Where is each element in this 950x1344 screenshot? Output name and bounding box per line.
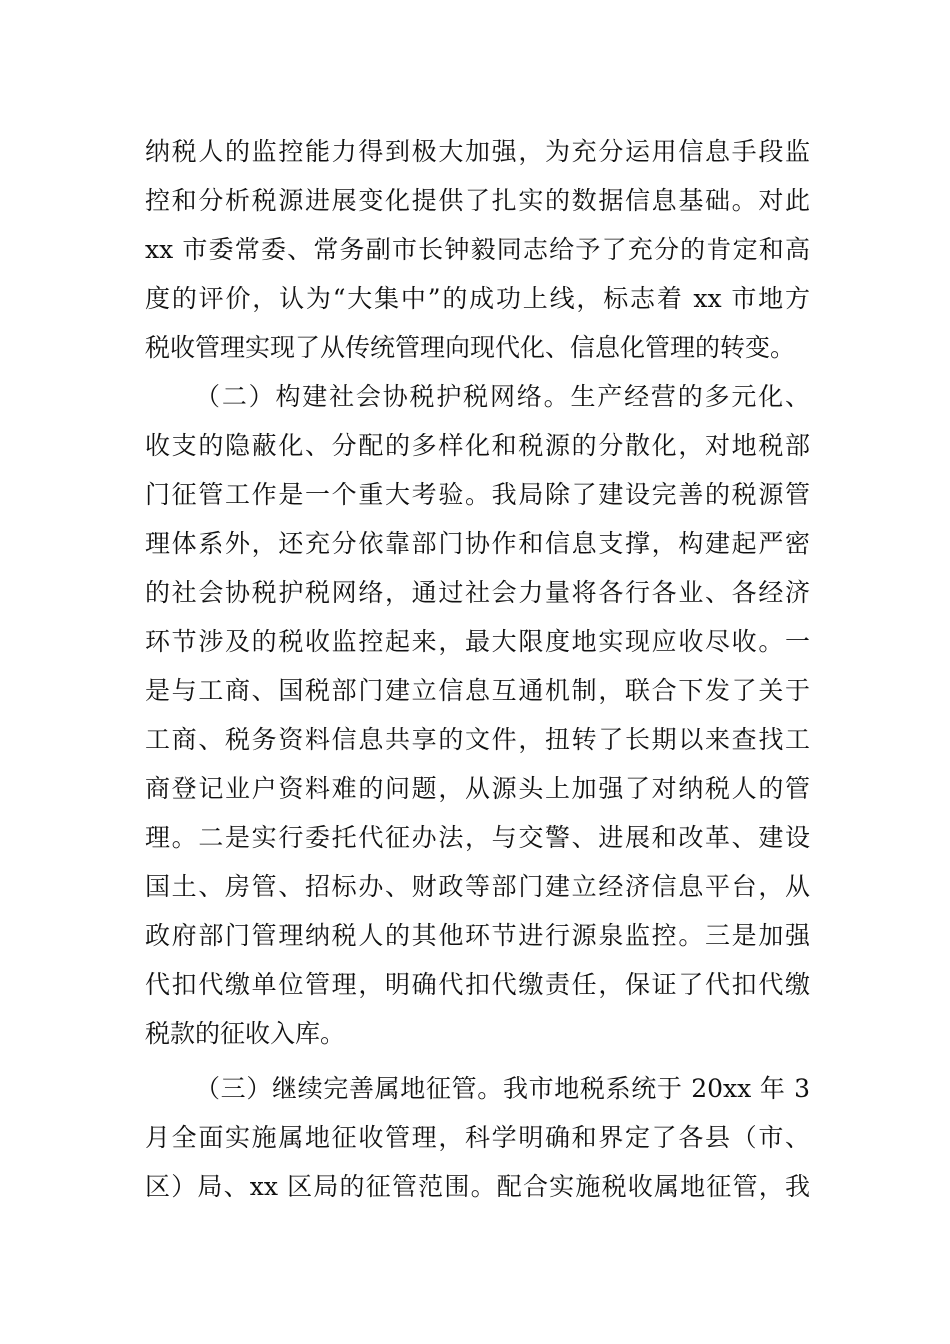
text-line: 工商、税务资料信息共享的文件，扭转了长期以来查找工 <box>145 725 810 754</box>
text-line: 收支的隐蔽化、分配的多样化和税源的分散化，对地税部 <box>145 431 810 460</box>
text-line: 税款的征收入库。 <box>145 1019 346 1048</box>
text-line: 税收管理实现了从传统管理向现代化、信息化管理的转变。 <box>145 333 796 362</box>
text-line: 理。二是实行委托代征办法，与交警、进展和改革、建设 <box>145 823 810 852</box>
text-line: 是与工商、国税部门建立信息互通机制，联合下发了关于 <box>145 676 810 705</box>
text-line: 代扣代缴单位管理，明确代扣代缴责任，保证了代扣代缴 <box>145 970 810 999</box>
text-line: 商登记业户资料难的问题，从源头上加强了对纳税人的管 <box>145 774 810 803</box>
text-line: 国土、房管、招标办、财政等部门建立经济信息平台，从 <box>145 872 810 901</box>
paragraph-1 <box>145 127 810 372</box>
text-line: 区）局、xx 区局的征管范围。配合实施税收属地征管，我 <box>145 1172 810 1201</box>
text-line: 环节涉及的税收监控起来，最大限度地实现应收尽收。一 <box>145 627 810 656</box>
paragraph-3 <box>145 1064 810 1211</box>
text-line: （二）构建社会协税护税网络。生产经营的多元化、 <box>195 382 810 411</box>
text-line: 政府部门管理纳税人的其他环节进行源泉监控。三是加强 <box>145 921 810 950</box>
text-line: 的社会协税护税网络，通过社会力量将各行各业、各经济 <box>145 578 810 607</box>
paragraph-2 <box>145 372 810 1058</box>
text-line: xx 市委常委、常务副市长钟毅同志给予了充分的肯定和高 <box>145 235 810 264</box>
text-line: 控和分析税源进展变化提供了扎实的数据信息基础。对此 <box>145 186 810 215</box>
text-line: 理体系外，还充分依靠部门协作和信息支撑，构建起严密 <box>145 529 810 558</box>
text-line: 门征管工作是一个重大考验。我局除了建设完善的税源管 <box>145 480 810 509</box>
text-line: （三）继续完善属地征管。我市地税系统于 20xx 年 3 <box>195 1074 810 1103</box>
text-line: 度的评价，认为“大集中”的成功上线，标志着 xx 市地方 <box>145 284 810 313</box>
text-line: 月全面实施属地征收管理，科学明确和界定了各县（市、 <box>145 1123 810 1152</box>
text-line: 纳税人的监控能力得到极大加强，为充分运用信息手段监 <box>145 137 810 166</box>
